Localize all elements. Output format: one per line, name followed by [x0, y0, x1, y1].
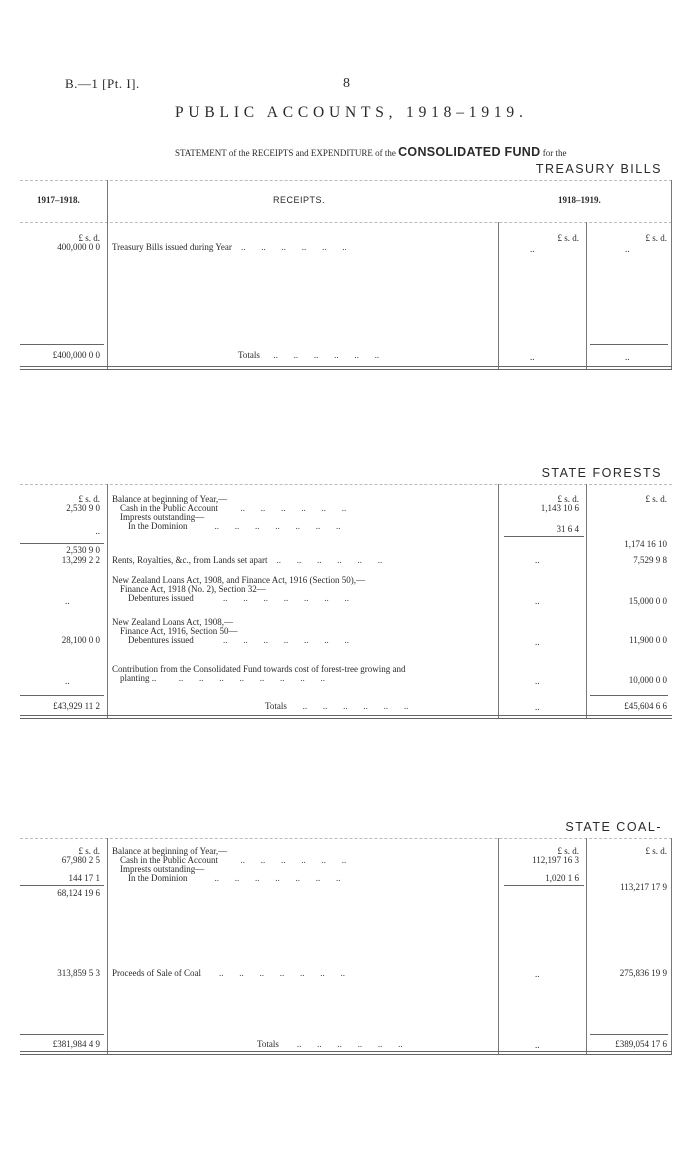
dominion-prev: .. [95, 526, 100, 536]
nz1-b: 15,000 0 0 [628, 596, 667, 606]
cash-a: 1,143 10 6 [540, 503, 579, 513]
contrib-label-1: Contribution from the Consolidated Fund towards cost of forest-tree growing and [112, 664, 406, 674]
nz2-prev: 28,100 0 0 [61, 635, 100, 645]
totals-b: .. [625, 352, 630, 362]
rule [20, 344, 104, 345]
cash-prev: 67,980 2 5 [61, 855, 100, 865]
nz2-label-2: Finance Act, 1916, Section 50— [120, 626, 238, 636]
units-a: £ s. d. [557, 233, 579, 243]
row-label: Treasury Bills issued during Year .. .. .. .. .. .. [112, 242, 347, 252]
balance-b: 113,217 17 9 [620, 882, 667, 892]
rule [504, 885, 584, 886]
totals-b: £45,604 6 6 [624, 701, 667, 711]
nz1-label-2: Finance Act, 1918 (No. 2), Section 32— [120, 584, 266, 594]
units-a: £ s. d. [557, 494, 579, 504]
rule [590, 695, 668, 696]
dominion-label-text: In the Dominion [128, 521, 188, 531]
rule [20, 1034, 104, 1035]
row-value-b: .. [625, 244, 630, 254]
totals-label-text: Totals [257, 1039, 279, 1049]
totals-label: Totals .. .. .. .. .. .. [265, 701, 409, 711]
units-prev: £ s. d. [78, 494, 100, 504]
balance-label: Balance at beginning of Year,— [112, 494, 228, 504]
nz2-label-3: Debentures issued .. .. .. .. .. .. .. [128, 635, 349, 645]
rule [586, 838, 587, 1054]
rule [20, 695, 104, 696]
contrib-b: 10,000 0 0 [628, 675, 667, 685]
totals-label: Totals .. .. .. .. .. .. [257, 1039, 403, 1049]
rule [107, 180, 108, 370]
cash-label-text: Cash in the Public Account [120, 503, 218, 513]
rule [20, 366, 672, 367]
rule [107, 838, 108, 1054]
subtotal-prev: 2,530 9 0 [66, 545, 100, 555]
units-b: £ s. d. [645, 846, 667, 856]
rule [20, 369, 672, 370]
units-prev: £ s. d. [78, 846, 100, 856]
row-value-a: .. [530, 244, 535, 254]
nz2-label-1: New Zealand Loans Act, 1908,— [112, 617, 233, 627]
rule [671, 180, 672, 370]
totals-prev: £400,000 0 0 [52, 350, 100, 360]
rule [20, 838, 672, 839]
col-header-prev-year: 1917–1918. [37, 195, 80, 205]
nz2-a: .. [535, 637, 540, 647]
statement-pre: STATEMENT of the RECEIPTS and EXPENDITURE of the [175, 148, 396, 158]
cash-label: Cash in the Public Account .. .. .. .. .. .. [120, 503, 347, 513]
treasury-bills-table [20, 180, 672, 372]
totals-b: £389,054 17 6 [615, 1039, 667, 1049]
rule [590, 344, 668, 345]
totals-label: Totals .. .. .. .. .. .. [238, 350, 380, 360]
rule [498, 484, 499, 718]
dominion-label: In the Dominion .. .. .. .. .. .. .. [128, 521, 341, 531]
totals-prev: £43,929 11 2 [53, 701, 100, 711]
dominion-a: 1,020 1 6 [545, 873, 579, 883]
totals-label-text: Totals [238, 350, 260, 360]
totals-label-text: Totals [265, 701, 287, 711]
imprests-label: Imprests outstanding— [120, 512, 205, 522]
rule [20, 222, 672, 223]
rule [20, 1054, 672, 1055]
rule [498, 222, 499, 370]
section-title-state-coal: STATE COAL- [565, 820, 662, 834]
rule [504, 536, 584, 537]
rule [20, 1051, 672, 1052]
dominion-label: In the Dominion .. .. .. .. .. .. .. [128, 873, 341, 883]
rule [498, 838, 499, 1054]
totals-prev: £381,984 4 9 [52, 1039, 100, 1049]
sale-label: Proceeds of Sale of Coal .. .. .. .. .. .. .. [112, 968, 345, 978]
balance-b: 1,174 16 10 [624, 539, 667, 549]
section-title-state-forests: STATE FORESTS [541, 466, 662, 480]
rule [107, 484, 108, 718]
contrib-prev: .. [65, 676, 70, 686]
page-title: PUBLIC ACCOUNTS, 1918–1919. [175, 104, 528, 121]
balance-prev: 2,530 9 0 [66, 503, 100, 513]
rents-prev: 13,299 2 2 [61, 555, 100, 565]
contrib-a: .. [535, 676, 540, 686]
rule [586, 484, 587, 718]
nz1-a: .. [535, 596, 540, 606]
totals-a: .. [535, 702, 540, 712]
cash-label-text: Cash in the Public Account [120, 855, 218, 865]
totals-a: .. [535, 1040, 540, 1050]
rule [20, 885, 104, 886]
totals-a: .. [530, 352, 535, 362]
rents-a: .. [535, 555, 540, 565]
rule [20, 718, 672, 719]
rule [20, 484, 672, 485]
col-header-receipts: RECEIPTS. [273, 195, 326, 205]
nz1-label-3-text: Debentures issued [128, 593, 194, 603]
rents-b: 7,529 9 8 [633, 555, 667, 565]
page-number: 8 [343, 76, 350, 91]
units-prev: £ s. d. [78, 233, 100, 243]
cash-a: 112,197 16 3 [532, 855, 579, 865]
nz1-label-1: New Zealand Loans Act, 1908, and Finance Act, 1916 (Section 50),— [112, 575, 365, 585]
units-b: £ s. d. [645, 494, 667, 504]
cash-label: Cash in the Public Account .. .. .. .. .. .. [120, 855, 347, 865]
sale-a: .. [535, 969, 540, 979]
sale-b: 275,836 19 9 [619, 968, 667, 978]
rule [590, 1034, 668, 1035]
section-title-treasury-bills: TREASURY BILLS [535, 162, 662, 176]
row-label-text: Treasury Bills issued during Year [112, 242, 232, 252]
rule [671, 838, 672, 1054]
dominion-prev: 144 17 1 [68, 873, 100, 883]
rule [20, 543, 104, 544]
sale-label-text: Proceeds of Sale of Coal [112, 968, 201, 978]
dominion-a: 31 6 4 [556, 524, 579, 534]
page-reference: B.—1 [Pt. I]. [65, 76, 140, 91]
units-b: £ s. d. [645, 233, 667, 243]
state-forests-table [20, 484, 672, 724]
nz1-label-3: Debentures issued .. .. .. .. .. .. .. [128, 593, 349, 603]
sale-prev: 313,859 5 3 [57, 968, 100, 978]
statement-post: for the [542, 148, 567, 158]
rule [586, 222, 587, 370]
contrib-label-2: planting .. .. .. .. .. .. .. .. .. [120, 673, 325, 683]
statement-heading [175, 145, 566, 159]
units-a: £ s. d. [557, 846, 579, 856]
rule [20, 715, 672, 716]
balance-label: Balance at beginning of Year,— [112, 846, 228, 856]
imprests-label: Imprests outstanding— [120, 864, 205, 874]
col-header-this-year: 1918–1919. [558, 195, 601, 205]
state-coal-table [20, 838, 672, 1060]
nz2-b: 11,900 0 0 [629, 635, 667, 645]
nz1-prev: .. [65, 596, 70, 606]
subtotal-prev: 68,124 19 6 [57, 888, 100, 898]
row-value-prev: 400,000 0 0 [57, 242, 100, 252]
rents-label: Rents, Royalties, &c., from Lands set apart .. .. .. .. .. .. [112, 555, 383, 565]
rule [20, 180, 672, 181]
statement-fund: CONSOLIDATED FUND [398, 145, 541, 159]
contrib-label-2-text: planting .. [120, 673, 157, 683]
nz2-label-3-text: Debentures issued [128, 635, 194, 645]
dominion-label-text: In the Dominion [128, 873, 188, 883]
rents-label-text: Rents, Royalties, &c., from Lands set apart [112, 555, 268, 565]
